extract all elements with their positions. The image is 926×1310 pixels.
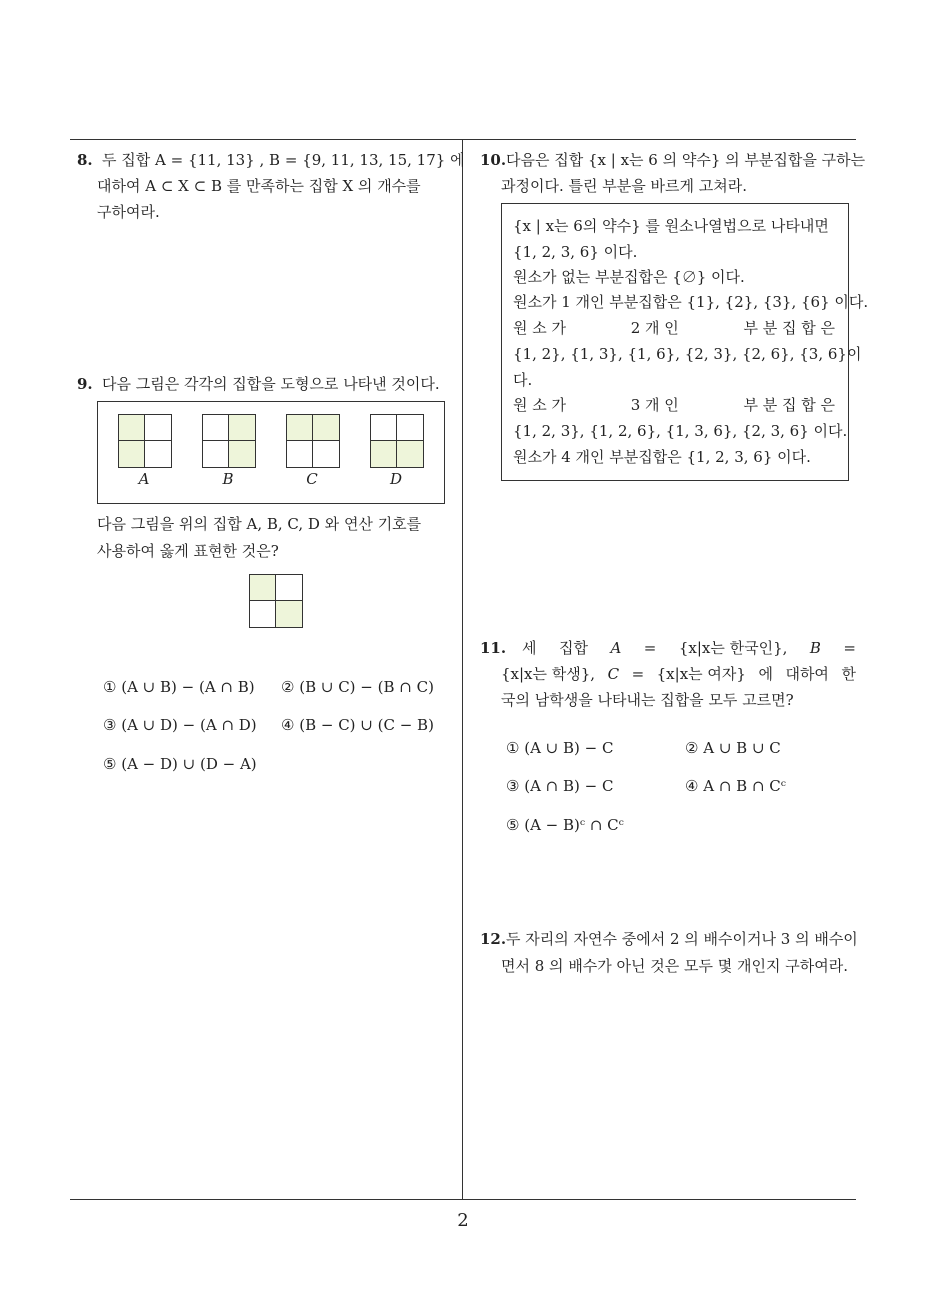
q11-text-line3: 국의 남학생을 나타내는 집합을 모두 고르면? xyxy=(501,691,794,709)
q11-word: 대하여 xyxy=(785,665,829,683)
q10-text-line1: 다음은 집합 {x | x는 6 의 약수} 의 부분집합을 구하는 xyxy=(506,151,866,169)
q11-word: {x|x는 한국인}, xyxy=(678,639,788,657)
box-line-3: 원소가 없는 부분집합은 {∅} 이다. xyxy=(513,268,745,286)
q11-word: 집합 xyxy=(558,639,588,657)
grid-cell xyxy=(119,415,145,441)
q8-number: 8. xyxy=(77,151,93,169)
q9-choice-2[interactable]: ② (B ∪ C) − (B ∩ C) xyxy=(281,678,434,696)
q12-number: 12. xyxy=(480,930,507,948)
box-line-5-part: 원 소 가 xyxy=(513,319,567,337)
grid-cell xyxy=(276,575,302,601)
q11-word: 에 xyxy=(758,665,773,683)
venn-grid-a xyxy=(118,414,172,468)
q11-number: 11. xyxy=(480,639,507,657)
top-rule xyxy=(70,139,856,140)
grid-cell xyxy=(397,415,423,441)
q11-choice-2[interactable]: ② A ∪ B ∪ C xyxy=(685,739,781,757)
grid-cell xyxy=(371,441,397,467)
grid-cell xyxy=(250,575,276,601)
q9-question-line2: 사용하여 옳게 표현한 것은? xyxy=(97,542,279,560)
q9-choice-3[interactable]: ③ (A ∪ D) − (A ∩ D) xyxy=(103,716,257,734)
q11-choice-1[interactable]: ① (A ∪ B) − C xyxy=(506,739,614,757)
grid-label-a: A xyxy=(138,470,150,488)
target-grid xyxy=(249,574,303,628)
grid-cell xyxy=(203,415,229,441)
box-line-6-part: 이 xyxy=(846,345,862,363)
grid-cell xyxy=(250,601,276,627)
grid-cell xyxy=(287,415,313,441)
q12-text-line2: 면서 8 의 배수가 아닌 것은 모두 몇 개인지 구하여라. xyxy=(501,957,849,975)
q9-intro: 다음 그림은 각각의 집합을 도형으로 나타낸 것이다. xyxy=(102,375,440,393)
box-line-9: {1, 2, 3}, {1, 2, 6}, {1, 3, 6}, {2, 3, 6} 이다. xyxy=(513,422,848,440)
grid-label-b: B xyxy=(222,470,234,488)
venn-grid-b xyxy=(202,414,256,468)
q11-word: = xyxy=(643,639,657,657)
grid-cell xyxy=(145,441,171,467)
grid-cell xyxy=(119,441,145,467)
grid-cell xyxy=(313,441,339,467)
q11-word: 한 xyxy=(841,665,856,683)
q11-text-line2 xyxy=(501,664,856,684)
grid-cell xyxy=(371,415,397,441)
q10-number: 10. xyxy=(480,151,507,169)
q11-word: B xyxy=(809,639,821,657)
q8-text-line1: 두 집합 A = {11, 13} , B = {9, 11, 13, 15, 17} 에 xyxy=(102,151,465,169)
venn-grid-d xyxy=(370,414,424,468)
box-line-4: 원소가 1 개인 부분집합은 {1}, {2}, {3}, {6} 이다. xyxy=(513,293,869,311)
q11-word: = xyxy=(843,639,856,657)
q9-choice-5[interactable]: ⑤ (A − D) ∪ (D − A) xyxy=(103,755,257,773)
q8-text-line3: 구하여라. xyxy=(97,203,160,221)
column-divider xyxy=(462,139,463,1200)
q11-word: 세 xyxy=(522,639,537,657)
box-line-8 xyxy=(513,395,835,415)
q11-word: {x|x는 여자} xyxy=(656,665,746,683)
grid-cell xyxy=(397,441,423,467)
box-line-5-part: 2 개 인 xyxy=(630,319,679,337)
grid-cell xyxy=(287,441,313,467)
q11-choice-5[interactable]: ⑤ (A − B)ᶜ ∩ Cᶜ xyxy=(506,816,624,834)
q9-number: 9. xyxy=(77,375,93,393)
grid-cell xyxy=(145,415,171,441)
page-number: 2 xyxy=(457,1210,469,1231)
q8-text-line2: 대하여 A ⊂ X ⊂ B 를 만족하는 집합 X 의 개수를 xyxy=(97,177,421,195)
box-line-5-part: 부 분 집 합 은 xyxy=(743,319,835,337)
box-line-8-part: 원 소 가 xyxy=(513,396,567,414)
grid-cell xyxy=(276,601,302,627)
box-line-6 xyxy=(513,344,862,364)
box-line-8-part: 부 분 집 합 은 xyxy=(743,396,835,414)
q9-question-line1: 다음 그림을 위의 집합 A, B, C, D 와 연산 기호를 xyxy=(97,515,422,533)
q11-word: = xyxy=(631,665,645,683)
bottom-rule xyxy=(70,1199,856,1200)
box-line-6-part: {1, 2}, {1, 3}, {1, 6}, {2, 3}, {2, 6}, {3, 6} xyxy=(513,345,847,363)
box-line-2: {1, 2, 3, 6} 이다. xyxy=(513,243,638,261)
grid-cell xyxy=(203,441,229,467)
q11-word: {x|x는 학생}, xyxy=(501,665,596,683)
box-line-5 xyxy=(513,318,835,338)
box-line-1: {x | x는 6의 약수} 를 원소나열법으로 나타내면 xyxy=(513,217,829,235)
q11-choice-3[interactable]: ③ (A ∩ B) − C xyxy=(506,777,614,795)
q11-word: A xyxy=(610,639,622,657)
box-line-7: 다. xyxy=(513,371,533,389)
q12-text-line1: 두 자리의 자연수 중에서 2 의 배수이거나 3 의 배수이 xyxy=(506,930,858,948)
q11-text-line1 xyxy=(522,638,856,658)
q10-text-line2: 과정이다. 틀린 부분을 바르게 고쳐라. xyxy=(501,177,747,195)
q9-choice-1[interactable]: ① (A ∪ B) − (A ∩ B) xyxy=(103,678,255,696)
q11-choice-4[interactable]: ④ A ∩ B ∩ Cᶜ xyxy=(685,777,786,795)
venn-grid-c xyxy=(286,414,340,468)
grid-cell xyxy=(229,441,255,467)
box-line-10: 원소가 4 개인 부분집합은 {1, 2, 3, 6} 이다. xyxy=(513,448,811,466)
box-line-8-part: 3 개 인 xyxy=(630,396,679,414)
grid-cell xyxy=(313,415,339,441)
q11-word: C xyxy=(607,665,620,683)
grid-label-d: D xyxy=(389,470,403,488)
q9-choice-4[interactable]: ④ (B − C) ∪ (C − B) xyxy=(281,716,434,734)
grid-cell xyxy=(229,415,255,441)
grid-label-c: C xyxy=(306,470,318,488)
